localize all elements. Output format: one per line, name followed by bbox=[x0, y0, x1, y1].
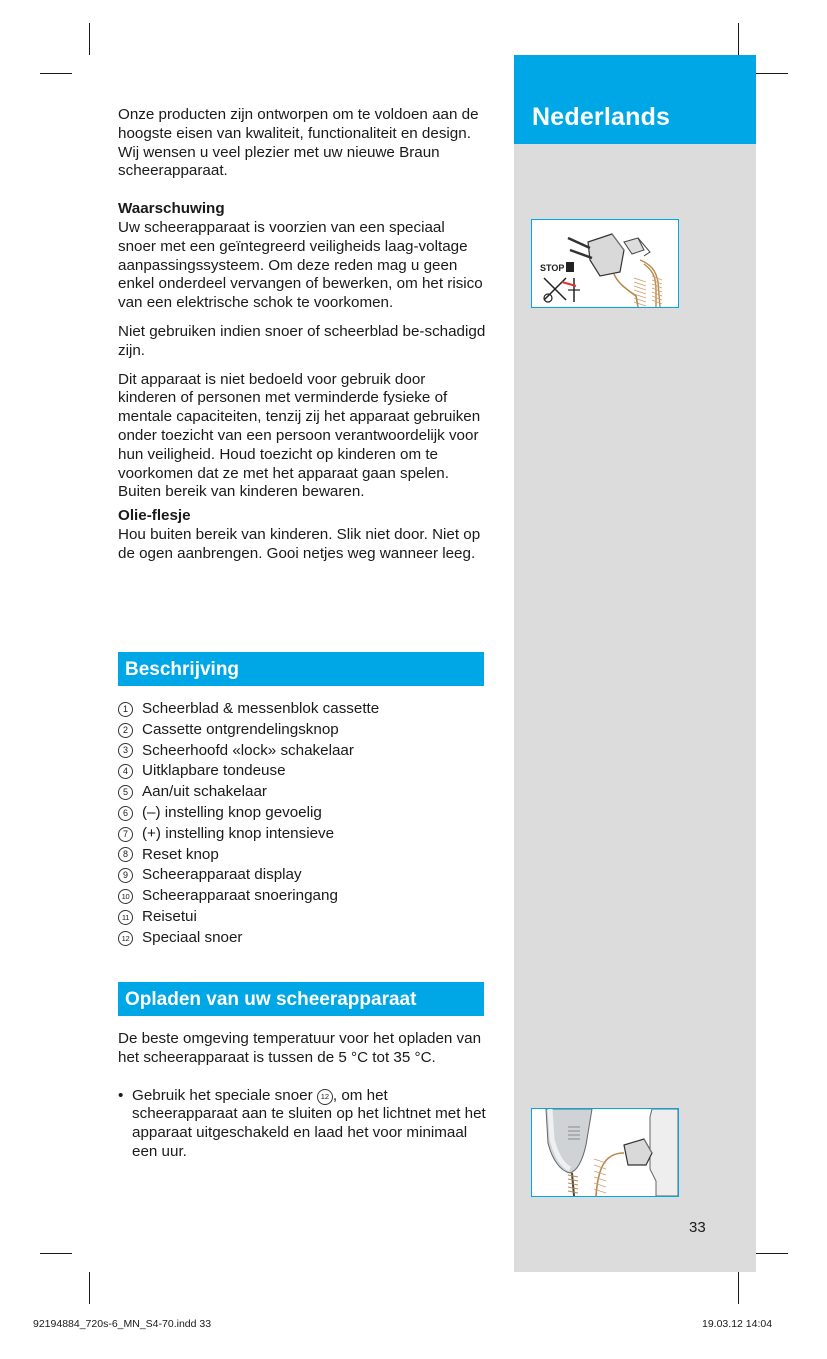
item-label: Scheerapparaat snoeringang bbox=[142, 887, 338, 905]
item-label: Aan/uit schakelaar bbox=[142, 783, 267, 801]
item-number: 7 bbox=[118, 827, 133, 842]
warning-paragraph: Dit apparaat is niet bedoeld voor gebruik door kinderen of personen met verminderde fysieke of mentale capaciteiten, tenzij zij het apparaat gebruiken onder toezicht van een persoon verantwoordelijk voor hun veiligheid. Houd toezicht op kinderen om te voorkomen dat ze met het apparaat gaan spelen. Buiten bereik van kinderen bewaren. bbox=[118, 370, 481, 501]
warning-section bbox=[118, 200, 486, 313]
list-item bbox=[118, 803, 488, 824]
oil-text: Hou buiten bereik van kinderen. Slik niet door. Niet op de ogen aanbrengen. Gooi netjes weg wanneer leeg. bbox=[118, 525, 481, 562]
reference-number: 12 bbox=[317, 1089, 333, 1105]
item-label: Reisetui bbox=[142, 907, 197, 925]
item-label: Reset knop bbox=[142, 845, 219, 863]
item-number: 11 bbox=[118, 910, 133, 925]
item-label: Scheerblad & messenblok cassette bbox=[142, 700, 380, 717]
item-label: Scheerhoofd «lock» schakelaar bbox=[142, 741, 354, 759]
page-number: 33 bbox=[689, 1219, 706, 1236]
list-item bbox=[118, 886, 488, 907]
warning-heading: Waarschuwing bbox=[118, 200, 225, 218]
crop-mark bbox=[738, 1272, 739, 1304]
list-item bbox=[118, 720, 488, 741]
item-label: (–) instelling knop gevoelig bbox=[142, 803, 322, 821]
item-number: 1 bbox=[118, 702, 133, 717]
item-label: Cassette ontgrendelingsknop bbox=[142, 720, 339, 738]
warning-paragraph: Niet gebruiken indien snoer of scheerblad be-schadigd zijn. bbox=[118, 322, 486, 359]
list-item bbox=[118, 824, 488, 845]
list-item bbox=[118, 907, 488, 928]
bullet-icon: • bbox=[118, 1086, 124, 1104]
item-label: Scheerapparaat display bbox=[142, 866, 302, 884]
item-number: 8 bbox=[118, 847, 133, 862]
bullet-text-part: , om het scheerapparaat aan te sluiten op het lichtnet met het apparaat uitgeschakeld en laad het voor minimaal een uur. bbox=[132, 1086, 486, 1160]
list-item bbox=[118, 865, 488, 886]
crop-mark bbox=[756, 73, 788, 74]
item-number: 12 bbox=[118, 931, 133, 946]
item-number: 10 bbox=[118, 889, 133, 904]
list-item bbox=[118, 782, 488, 803]
stop-label: STOP bbox=[540, 263, 565, 273]
item-number: 9 bbox=[118, 868, 133, 883]
charging-section bbox=[118, 1030, 488, 1162]
warning-paragraph: Uw scheerapparaat is voorzien van een speciaal snoer met een geïntegreerd veiligheids laag-voltage aanpassingssysteem. Om deze reden mag u geen enkel onderdeel vervangen of bewerken, om het risico van een elektrische schok te voorkomen. bbox=[118, 218, 483, 312]
oil-heading: Olie-flesje bbox=[118, 507, 191, 525]
crop-mark bbox=[738, 23, 739, 55]
footer-file-info: 92194884_720s-6_MN_S4-70.indd 33 bbox=[33, 1318, 212, 1330]
item-number: 3 bbox=[118, 743, 133, 758]
language-title: Nederlands bbox=[532, 103, 671, 131]
list-item bbox=[118, 741, 488, 762]
plug-warning-illustration bbox=[531, 219, 679, 308]
bullet-text-part: Gebruik het speciale snoer bbox=[132, 1086, 317, 1104]
charging-bullet-text bbox=[132, 1087, 488, 1162]
list-item bbox=[118, 845, 488, 866]
crop-mark bbox=[40, 73, 72, 74]
charging-bullet bbox=[118, 1087, 488, 1162]
crop-mark bbox=[89, 23, 90, 55]
main-content bbox=[118, 106, 486, 564]
oil-section bbox=[118, 507, 486, 563]
item-label: (+) instelling knop intensieve bbox=[142, 824, 335, 842]
item-number: 4 bbox=[118, 764, 133, 779]
charging-heading: Opladen van uw scheerapparaat bbox=[118, 982, 484, 1016]
list-item bbox=[118, 928, 488, 949]
crop-mark bbox=[756, 1253, 788, 1254]
description-heading: Beschrijving bbox=[118, 652, 484, 686]
crop-mark bbox=[40, 1253, 72, 1254]
item-number: 2 bbox=[118, 723, 133, 738]
description-list bbox=[118, 699, 488, 949]
crop-mark bbox=[89, 1272, 90, 1304]
item-label: Uitklapbare tondeuse bbox=[142, 762, 286, 780]
list-item bbox=[118, 699, 488, 720]
intro-paragraph: Onze producten zijn ontworpen om te voldoen aan de hoogste eisen van kwaliteit, functionaliteit en design. Wij wensen u veel plezier met uw nieuwe Braun scheerapparaat. bbox=[118, 106, 479, 180]
footer-date: 19.03.12 14:04 bbox=[702, 1318, 773, 1330]
item-label: Speciaal snoer bbox=[142, 928, 243, 946]
item-number: 6 bbox=[118, 806, 133, 821]
shaver-charging-illustration bbox=[531, 1108, 679, 1197]
list-item bbox=[118, 761, 488, 782]
item-number: 5 bbox=[118, 785, 133, 800]
charging-intro: De beste omgeving temperatuur voor het opladen van het scheerapparaat is tussen de 5 °C tot 35 °C. bbox=[118, 1030, 482, 1066]
